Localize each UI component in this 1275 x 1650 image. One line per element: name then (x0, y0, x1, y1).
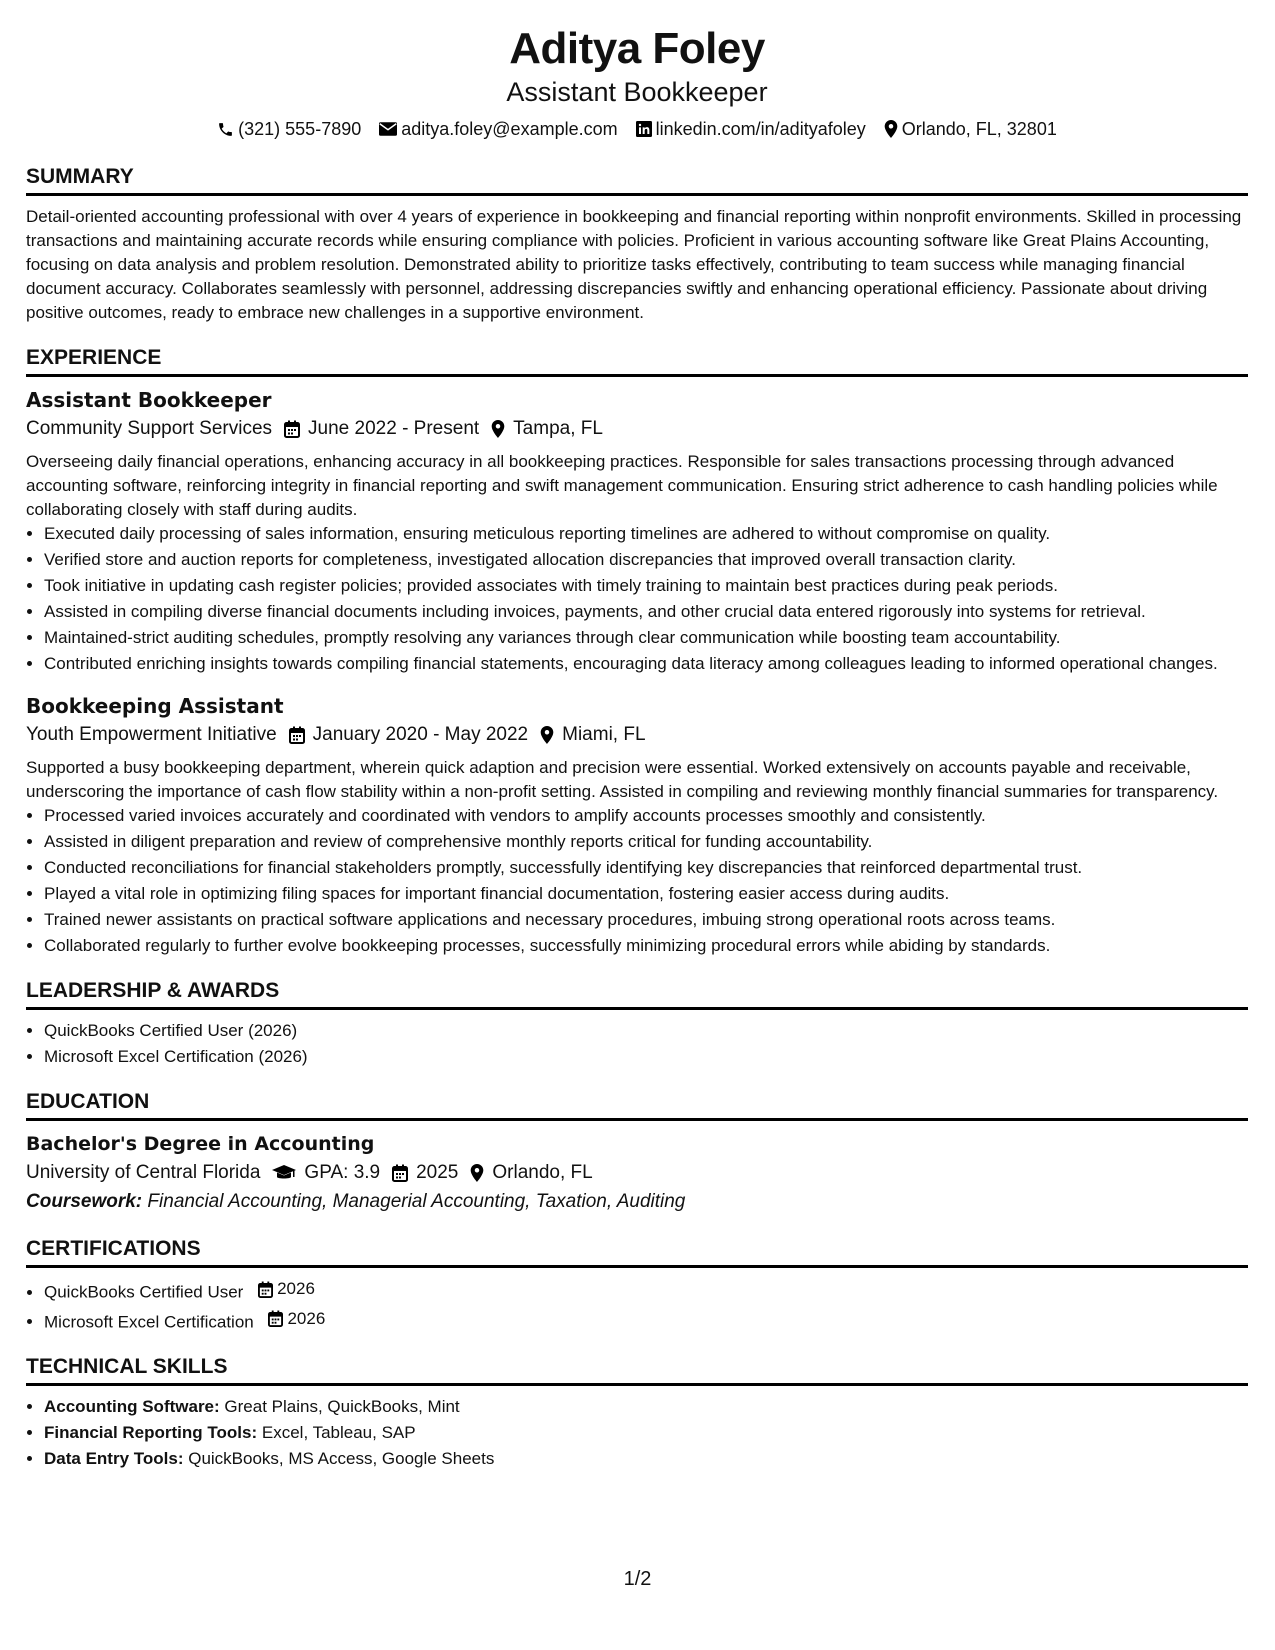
map-pin-icon (491, 420, 505, 438)
calendar-icon (392, 1164, 408, 1182)
list-item: • Collaborated regularly to further evolve bookkeeping processes, successfully minimizing procedural errors while abiding by standards. (44, 934, 1248, 958)
certification-name: Microsoft Excel Certification (44, 1312, 254, 1331)
contact-email[interactable] (379, 116, 617, 142)
job-meta (26, 414, 1248, 444)
linkedin-text: linkedin.com/in/adityafoley (655, 119, 866, 139)
list-item: • Microsoft Excel Certification (2026) (44, 1045, 1248, 1069)
job-location: Miami, FL (562, 724, 646, 745)
candidate-title: Assistant Bookkeeper (506, 77, 768, 107)
map-pin-icon (540, 726, 554, 744)
list-item (44, 1395, 1248, 1419)
gpa-text: GPA: 3.9 (304, 1162, 381, 1183)
calendar-icon (258, 1281, 273, 1298)
skill-category: Accounting Software: (44, 1397, 220, 1416)
map-pin-icon (470, 1164, 484, 1182)
calendar-icon (289, 726, 305, 744)
job-description: Supported a busy bookkeeping department, wherein quick adaption and precision were essential. Worked extensively on accounts payable and receivable, underscoring the importance of cash flow stability within a non-profit setting. Assisted in compiling and reviewing monthly financial summaries for transparency. (26, 758, 1219, 801)
email-text: aditya.foley@example.com (401, 119, 618, 139)
leadership-section (26, 978, 1248, 1069)
skills-section (26, 1354, 1248, 1471)
contact-phone[interactable] (217, 116, 361, 142)
job-title: Assistant Bookkeeper (26, 388, 272, 412)
list-item: • Assisted in compiling diverse financial documents including invoices, payments, and other crucial data entered rigorously into systems for retrieval. (44, 600, 1248, 624)
graduation-year: 2025 (416, 1162, 459, 1183)
contact-location (884, 116, 1057, 142)
job-title: Bookkeeping Assistant (26, 694, 284, 718)
certifications-list (26, 1277, 1248, 1334)
contact-bar (26, 116, 1248, 142)
list-item: • Verified store and auction reports for completeness, investigated allocation discrepancies that improved overall transaction clarity. (44, 548, 1248, 572)
degree-title: Bachelor's Degree in Accounting (26, 1133, 375, 1155)
list-item (44, 1307, 1248, 1335)
list-item (44, 1277, 1248, 1305)
coursework-list: Financial Accounting, Managerial Accounting, Taxation, Auditing (147, 1191, 686, 1212)
graduation-cap-icon (272, 1165, 296, 1181)
skill-values: Excel, Tableau, SAP (261, 1423, 416, 1442)
job-bullets (26, 804, 1248, 958)
skill-category: Data Entry Tools: (44, 1449, 184, 1468)
certifications-section (26, 1236, 1248, 1334)
section-heading-summary: SUMMARY (26, 164, 1248, 196)
skills-list (26, 1395, 1248, 1471)
certification-year: 2026 (277, 1279, 315, 1298)
job-company: Community Support Services (26, 418, 273, 439)
job-meta (26, 720, 1248, 750)
school-location: Orlando, FL (492, 1162, 593, 1183)
skill-category: Financial Reporting Tools: (44, 1423, 258, 1442)
skill-values: QuickBooks, MS Access, Google Sheets (188, 1449, 495, 1468)
summary-section (26, 164, 1248, 325)
certification-name: QuickBooks Certified User (44, 1282, 244, 1302)
list-item: • Executed daily processing of sales information, ensuring meticulous reporting timelines are adhered to without compromise on quality. (44, 522, 1248, 546)
job-description: Overseeing daily financial operations, enhancing accuracy in all bookkeeping practices. Responsible for sales transactions processing through advanced accounting software, reinforcing integrity in financial reporting and swift management communication. Ensuring strict adherence to cash handling policies while collaborating closely with staff during audits. (26, 452, 1218, 519)
job-entry (26, 692, 1248, 958)
list-item: • Conducted reconciliations for financial stakeholders promptly, successfully identifying key discrepancies that reinforced departmental trust. (44, 856, 1248, 880)
job-dates: June 2022 - Present (308, 418, 480, 439)
resume-header (26, 22, 1248, 142)
section-heading-leadership: LEADERSHIP & AWARDS (26, 978, 1248, 1010)
list-item: • QuickBooks Certified User (2026) (44, 1019, 1248, 1043)
list-item: • Processed varied invoices accurately and coordinated with vendors to amplify accounts processes smoothly and consistently. (44, 804, 1248, 828)
phone-icon (217, 121, 234, 138)
phone-text: (321) 555-7890 (238, 119, 362, 139)
list-item: • Trained newer assistants on practical software applications and necessary procedures, imbuing strong operational roots across teams. (44, 908, 1248, 932)
list-item (44, 1447, 1248, 1471)
location-text: Orlando, FL, 32801 (901, 119, 1057, 139)
coursework-label: Coursework: (26, 1191, 143, 1212)
list-item: • Assisted in diligent preparation and review of comprehensive monthly reports critical for funding accountability. (44, 830, 1248, 854)
section-heading-certifications: CERTIFICATIONS (26, 1236, 1248, 1268)
calendar-icon (284, 420, 300, 438)
resume-page (26, 22, 1248, 1473)
education-meta (26, 1158, 1248, 1188)
list-item: • Played a vital role in optimizing filing spaces for important financial documentation, fostering easier access during audits. (44, 882, 1248, 906)
list-item: • Contributed enriching insights towards compiling financial statements, encouraging data literacy among colleagues leading to informed operational changes. (44, 652, 1248, 676)
job-location: Tampa, FL (513, 418, 603, 439)
skill-values: Great Plains, QuickBooks, Mint (224, 1397, 460, 1416)
contact-linkedin[interactable] (636, 116, 866, 142)
job-dates: January 2020 - May 2022 (312, 724, 529, 745)
awards-list (26, 1019, 1248, 1069)
envelope-icon (379, 122, 397, 136)
coursework (26, 1188, 1248, 1216)
section-heading-skills: TECHNICAL SKILLS (26, 1354, 1248, 1386)
page-number: 1/2 (623, 1568, 652, 1590)
education-section (26, 1089, 1248, 1216)
job-company: Youth Empowerment Initiative (26, 724, 277, 745)
job-entry (26, 386, 1248, 676)
section-heading-education: EDUCATION (26, 1089, 1248, 1121)
certification-date (258, 1277, 315, 1301)
linkedin-icon (636, 121, 652, 137)
certification-year: 2026 (287, 1308, 326, 1328)
job-bullets (26, 522, 1248, 676)
certification-date (268, 1307, 325, 1331)
experience-section (26, 345, 1248, 958)
section-heading-experience: EXPERIENCE (26, 345, 1248, 377)
list-item: • Maintained-strict auditing schedules, promptly resolving any variances through clear communication while boosting team accountability. (44, 626, 1248, 650)
calendar-icon (268, 1310, 283, 1327)
summary-text: Detail-oriented accounting professional with over 4 years of experience in bookkeeping and financial reporting within nonprofit environments. Skilled in processing transactions and maintaining accurate records while ensuring compliance with policies. Proficient in various accounting software like Great Plains Accounting, focusing on data analysis and problem resolution. Demonstrated ability to prioritize tasks effectively, contributing to team success while managing financial document accuracy. Collaborates seamlessly with personnel, addressing discrepancies swiftly and enhancing operational efficiency. Passionate about driving positive outcomes, ready to embrace new challenges in a supportive environment. (26, 207, 1242, 322)
school-name: University of Central Florida (26, 1162, 261, 1183)
candidate-name: Aditya Foley (509, 24, 765, 73)
list-item: • Took initiative in updating cash register policies; provided associates with timely training to maintain best practices during peak periods. (44, 574, 1248, 598)
map-pin-icon (884, 120, 898, 138)
list-item (44, 1421, 1248, 1445)
